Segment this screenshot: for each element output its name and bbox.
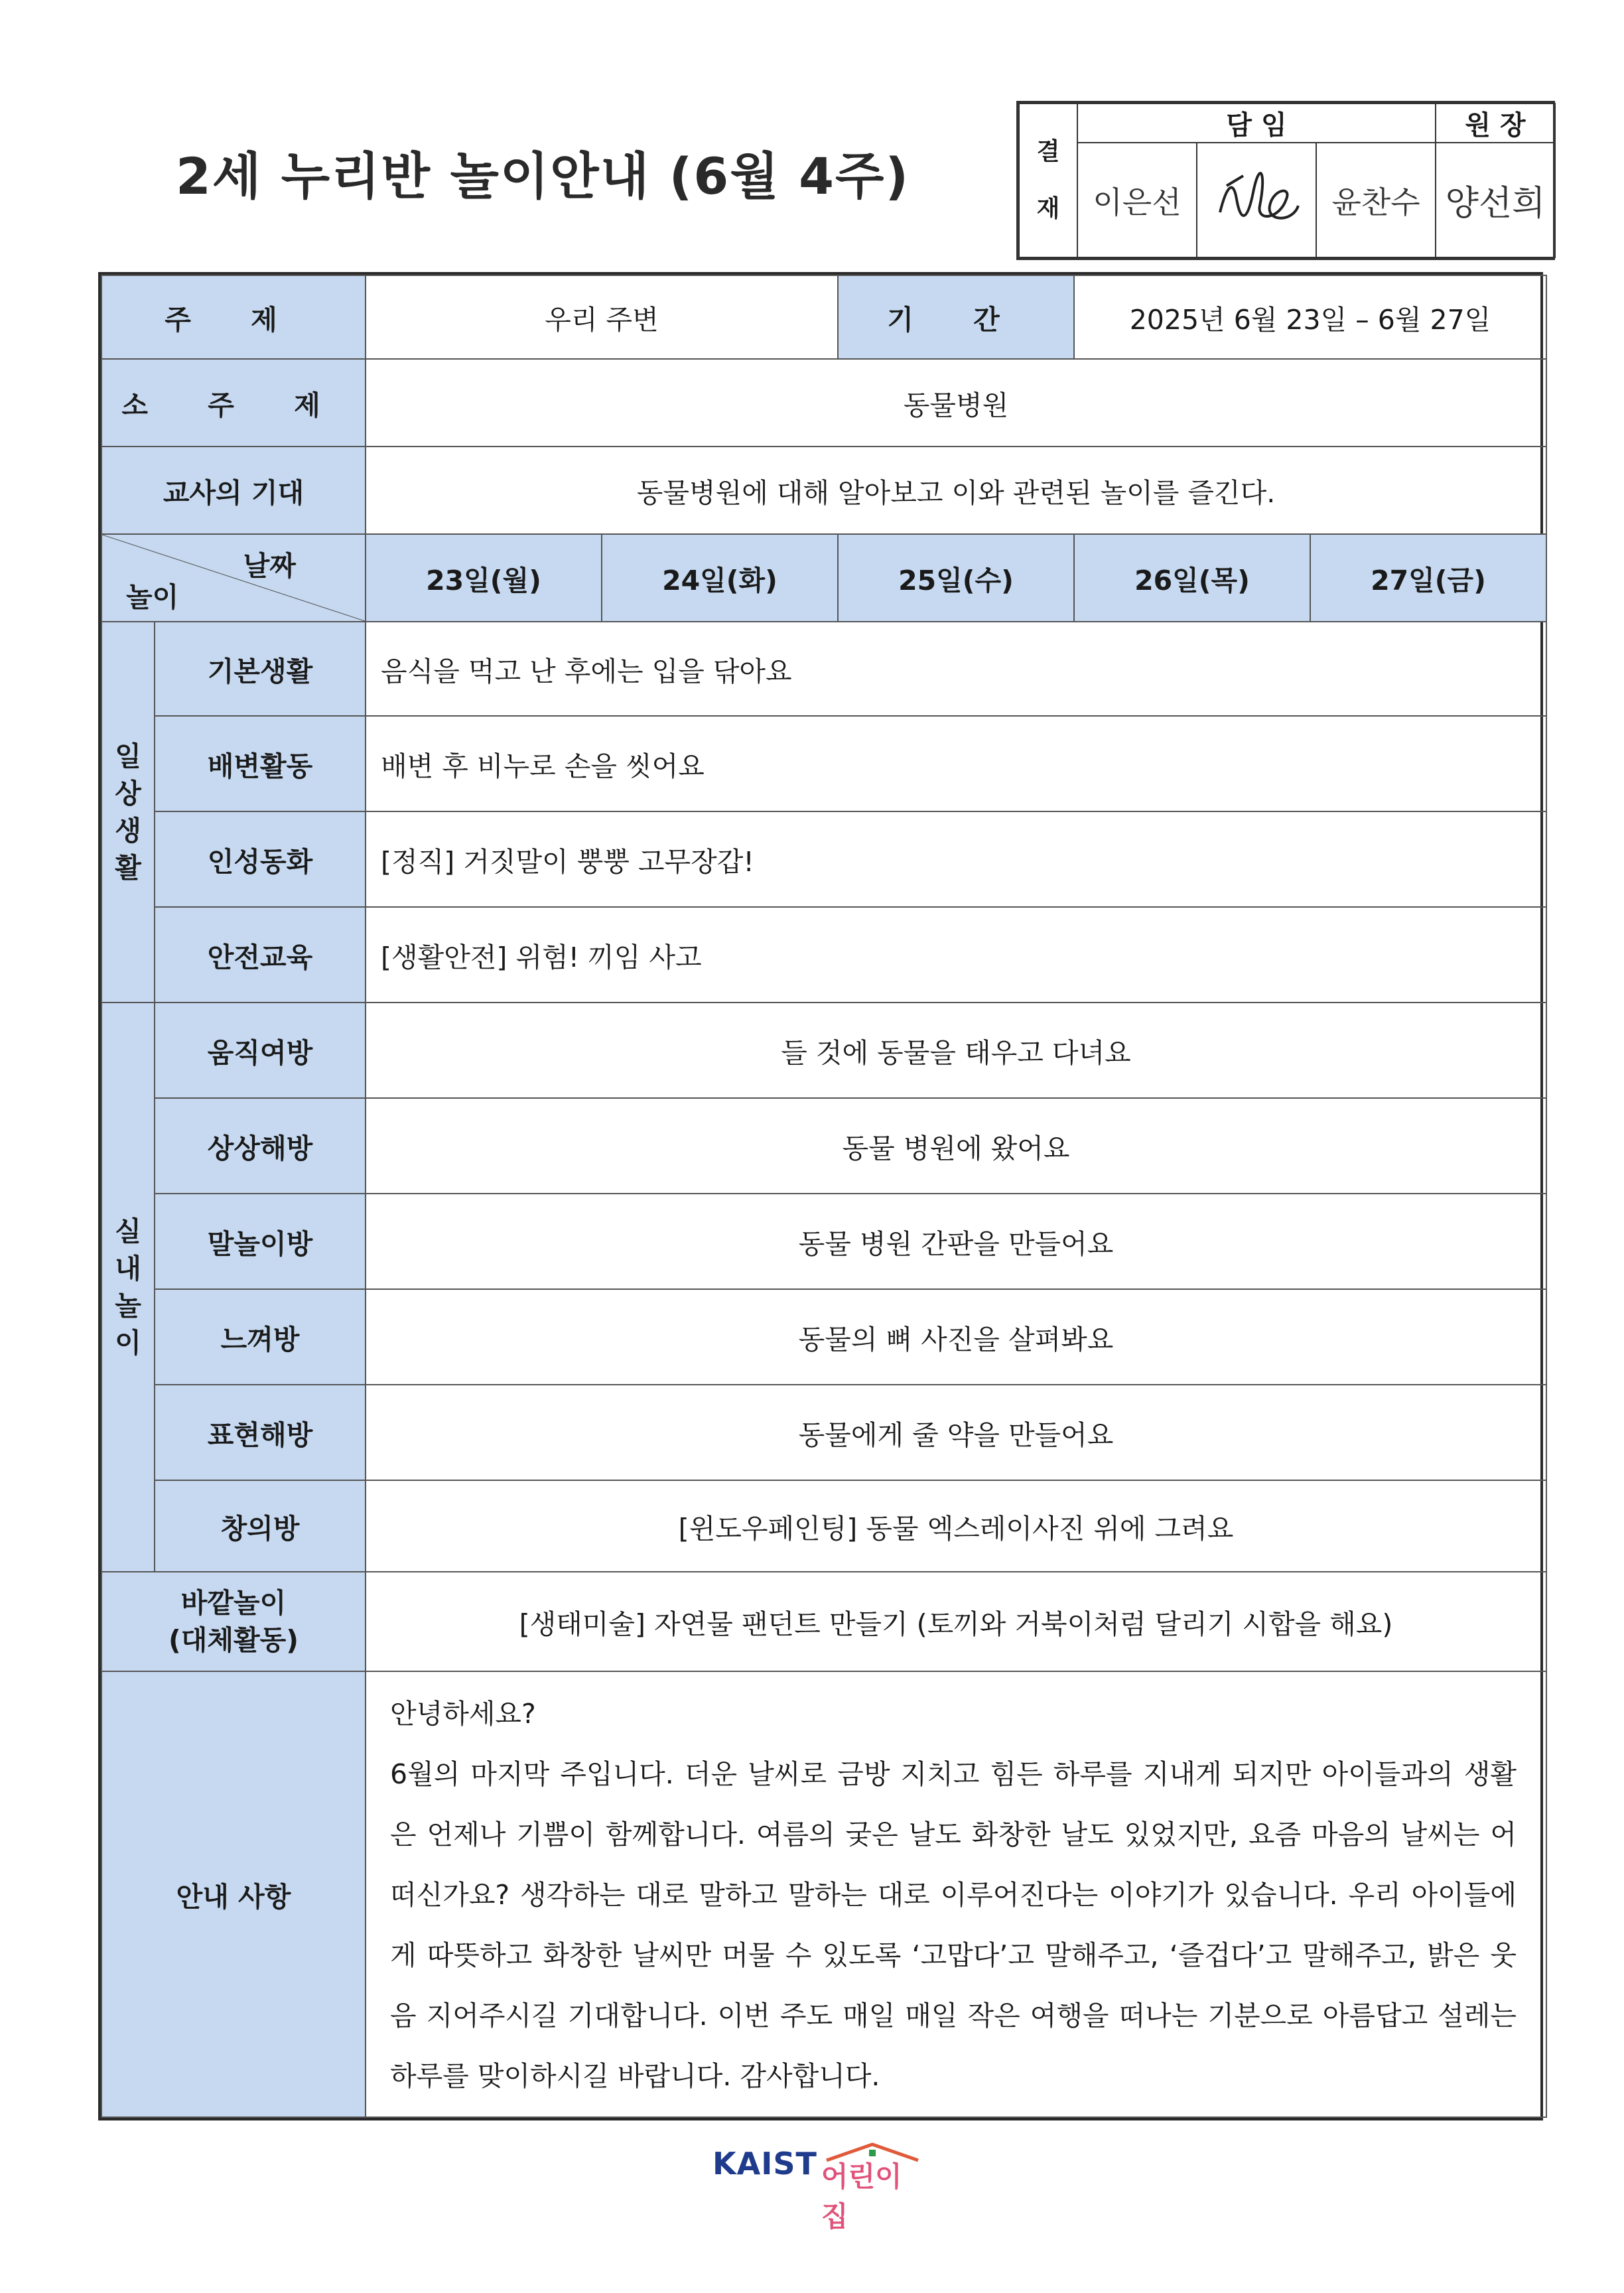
outdoor-label — [102, 1572, 366, 1671]
indoor-play-char-3: 놀 — [115, 1290, 141, 1322]
signature-teacher-1: 이은선 — [1077, 143, 1197, 257]
notice-content — [366, 1671, 1546, 2117]
daily-life-char-2: 상 — [115, 778, 141, 809]
period-value: 2025년 6월 23일 – 6월 27일 — [1074, 275, 1546, 359]
page-title: 2세 누리반 놀이안내 (6월 4주) — [176, 147, 910, 206]
approval-label-top: 결 — [1036, 138, 1060, 165]
row-label-creative-room: 창의방 — [155, 1480, 366, 1572]
row-value-character-story: [정직] 거짓말이 뿡뿡 고무장갑! — [366, 811, 1546, 907]
day-header-wed: 25일(수) — [838, 534, 1074, 622]
row-value-basic-life: 음식을 먹고 난 후에는 입을 닦아요 — [366, 622, 1546, 716]
indoor-play-char-4: 이 — [115, 1327, 141, 1359]
approval-homeroom-header: 담 임 — [1077, 104, 1436, 143]
logo-house-icon — [817, 2140, 927, 2233]
plan-table — [98, 272, 1543, 2120]
indoor-play-char-2: 내 — [115, 1253, 141, 1285]
date-play-corner — [102, 534, 366, 622]
notice-body: 6월의 마지막 주입니다. 더운 날씨로 금방 지치고 힘든 하루를 지내게 되지만 아이들과의 생활은 언제나 기쁨이 함께합니다. 여름의 궂은 날도 화창한 날도 있었지만, 요즘 마음의 날씨는 어떠신가요? 생각하는 대로 말하고 말하는 대로 이루어진다는 이야기가 있습니다. 우리 아이들에게 따뜻하고 화창한 날씨만 머물 수 있도록 ‘고맙다’고 말해주고, ‘즐겁다’고 말해주고, 밝은 웃음 지어주시길 기대합니다. 이번 주도 매일 매일 작은 여행을 떠나는 기분으로 아름답고 설레는 하루를 맞이하시길 바랍니다. 감사합니다. — [390, 1758, 1517, 2092]
row-value-expression-room: 동물에게 줄 약을 만들어요 — [366, 1385, 1546, 1480]
signature-mark — [1197, 143, 1316, 257]
play-label: 놀이 — [126, 581, 179, 613]
outdoor-label-line1: 바깥놀이 — [180, 1587, 287, 1619]
row-label-expression-room: 표현해방 — [155, 1385, 366, 1480]
kaist-daycare-logo — [712, 2140, 914, 2233]
daily-life-char-4: 활 — [115, 852, 141, 884]
day-header-thu: 26일(목) — [1074, 534, 1310, 622]
outdoor-value: [생태미술] 자연물 팬던트 만들기 (토끼와 거북이처럼 달리기 시합을 해요) — [366, 1572, 1546, 1671]
day-header-fri: 27일(금) — [1310, 534, 1546, 622]
period-label: 기 간 — [838, 275, 1074, 359]
day-header-mon: 23일(월) — [366, 534, 602, 622]
indoor-play-char-1: 실 — [115, 1216, 141, 1247]
expectation-value: 동물병원에 대해 알아보고 이와 관련된 놀이를 즐긴다. — [366, 447, 1546, 534]
daily-life-char-3: 생 — [115, 815, 141, 847]
row-label-sensory-room: 느껴방 — [155, 1289, 366, 1385]
day-header-tue: 24일(화) — [602, 534, 838, 622]
theme-value: 우리 주변 — [366, 275, 838, 359]
row-value-safety: [생활안전] 위험! 끼임 사고 — [366, 907, 1546, 1003]
signature-scribble-icon — [1207, 159, 1306, 239]
row-label-safety: 안전교육 — [155, 907, 366, 1003]
logo-text-ko: 어린이집 — [821, 2160, 902, 2233]
row-value-movement-room: 들 것에 동물을 태우고 다녀요 — [366, 1003, 1546, 1098]
expectation-label: 교사의 기대 — [102, 447, 366, 534]
row-value-imagination-room: 동물 병원에 왔어요 — [366, 1098, 1546, 1194]
date-label: 날짜 — [243, 550, 296, 582]
daily-life-char-1: 일 — [115, 740, 141, 772]
outdoor-label-line2: (대체활동) — [169, 1624, 299, 1656]
row-label-toilet: 배변활동 — [155, 716, 366, 811]
notice-label: 안내 사항 — [102, 1671, 366, 2117]
approval-director-header: 원 장 — [1436, 104, 1555, 143]
notice-greeting: 안녕하세요? — [390, 1698, 536, 1730]
daily-life-group-label — [102, 622, 155, 1003]
approval-box — [1016, 101, 1555, 260]
row-label-basic-life: 기본생활 — [155, 622, 366, 716]
indoor-play-group-label — [102, 1003, 155, 1572]
row-value-toilet: 배변 후 비누로 손을 씻어요 — [366, 716, 1546, 811]
approval-label — [1019, 104, 1077, 257]
row-label-language-room: 말놀이방 — [155, 1194, 366, 1289]
signature-teacher-2: 윤찬수 — [1316, 143, 1436, 257]
row-label-character-story: 인성동화 — [155, 811, 366, 907]
theme-label: 주 제 — [102, 275, 366, 359]
row-value-creative-room: [윈도우페인팅] 동물 엑스레이사진 위에 그려요 — [366, 1480, 1546, 1572]
row-label-movement-room: 움직여방 — [155, 1003, 366, 1098]
row-value-sensory-room: 동물의 뼈 사진을 살펴봐요 — [366, 1289, 1546, 1385]
logo-text-en: KAIST — [712, 2146, 817, 2182]
approval-label-bottom: 재 — [1036, 195, 1060, 222]
row-value-language-room: 동물 병원 간판을 만들어요 — [366, 1194, 1546, 1289]
signature-director: 양선희 — [1436, 143, 1555, 257]
row-label-imagination-room: 상상해방 — [155, 1098, 366, 1194]
subtheme-value: 동물병원 — [366, 359, 1546, 447]
subtheme-label: 소 주 제 — [102, 359, 366, 447]
